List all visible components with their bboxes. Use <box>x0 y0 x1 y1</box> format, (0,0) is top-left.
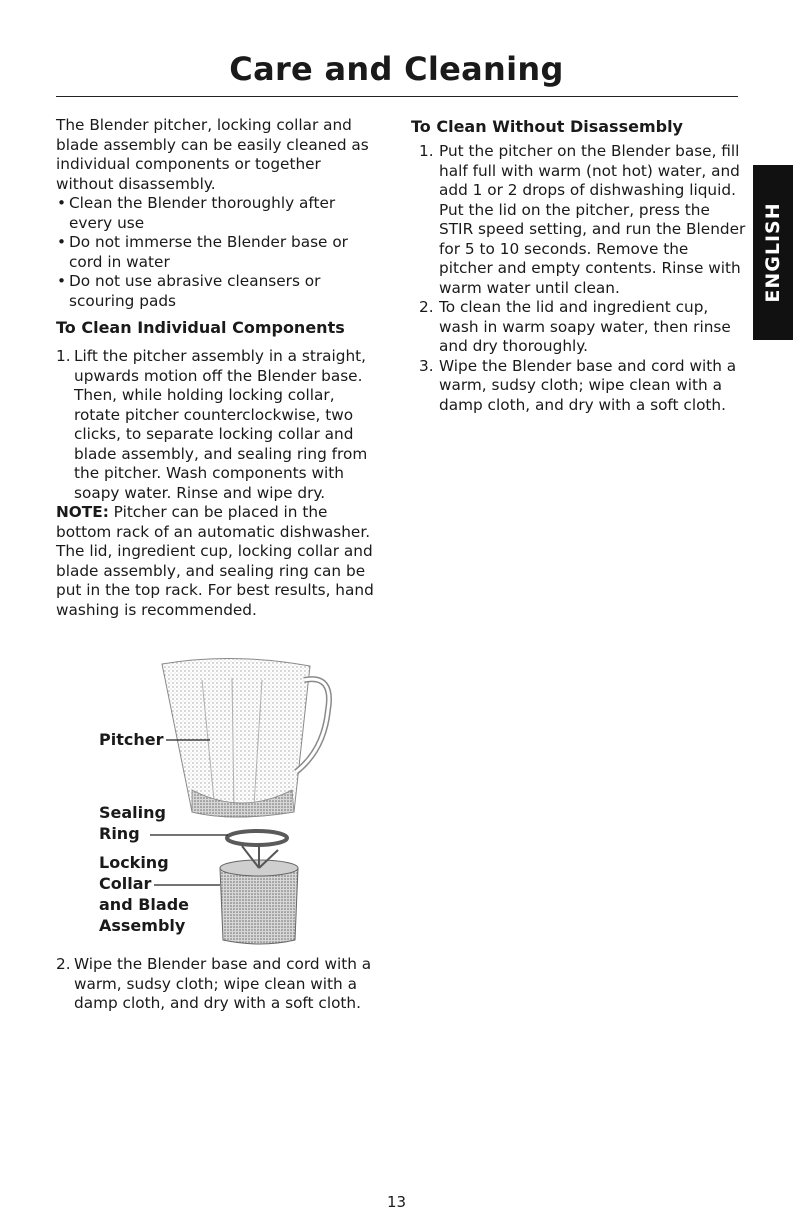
bullet-item: • Do not immerse the Blender base or cord in water <box>56 233 376 272</box>
individual-steps <box>56 347 376 503</box>
language-tab <box>753 165 793 340</box>
bullet-item: • Clean the Blender thoroughly after every use <box>56 194 376 233</box>
step-number: 1. <box>419 142 434 160</box>
note-paragraph <box>56 503 376 620</box>
label-and-blade: and Blade <box>99 895 189 914</box>
note-text: Pitcher can be placed in the bottom rack of an automatic dishwasher. The lid, ingredient cup, locking collar and blade assembly, and sealing ring can be put in the top rack. For best results, hand washing is recommended. <box>56 503 374 619</box>
individual-step-2 <box>56 955 386 1014</box>
step-text: Wipe the Blender base and cord with a warm, sudsy cloth; wipe clean with a damp cloth, and dry with a soft cloth. <box>439 356 737 414</box>
section-heading-individual: To Clean Individual Components <box>56 318 345 337</box>
bullet-item: • Do not use abrasive cleansers or scouring pads <box>56 272 376 311</box>
step-item <box>411 142 746 298</box>
intro-paragraph: The Blender pitcher, locking collar and blade assembly can be easily cleaned as individual components or together without disassembly. <box>56 116 369 193</box>
language-tab-label: ENGLISH <box>762 202 784 303</box>
section-heading-without-disassembly: To Clean Without Disassembly <box>411 117 683 136</box>
step-text: To clean the lid and ingredient cup, wash in warm soapy water, then rinse and dry thoroughly. <box>439 298 731 355</box>
step-item <box>411 298 746 357</box>
step-item <box>411 357 746 416</box>
step-number: 2. <box>419 298 434 316</box>
label-assembly: Assembly <box>99 916 186 935</box>
step-text: Lift the pitcher assembly in a straight, upwards motion off the Blender base. Then, while holding locking collar, rotate pitcher counterclockwise, two clicks, to separate locking collar and blade assembly, and sealing ring from the pitcher. Wash components with soapy water. Rinse and wipe dry. <box>74 347 368 502</box>
note-label: NOTE: <box>56 503 109 521</box>
blender-parts-diagram <box>92 650 392 950</box>
title-divider <box>56 96 738 97</box>
step-number: 2. <box>56 955 71 973</box>
label-ring: Ring <box>99 824 140 843</box>
label-locking: Locking <box>99 853 169 872</box>
step-number: 3. <box>419 356 434 375</box>
left-column <box>56 116 376 620</box>
label-sealing: Sealing <box>99 803 166 822</box>
step-number: 1. <box>56 347 71 365</box>
individual-steps-continued <box>56 955 386 1014</box>
step-text: Wipe the Blender base and cord with a warm, sudsy cloth; wipe clean with a damp cloth, and dry with a soft cloth. <box>74 955 372 1012</box>
step-text: Put the pitcher on the Blender base, fill half full with warm (not hot) water, and add 1 or 2 drops of dishwashing liquid. Put the lid on the pitcher, press the STIR speed setting, and run the Blender for 5 to 10 seconds. Remove the pitcher and empty contents. Rinse with warm water until clean. <box>439 142 746 297</box>
care-bullet-list <box>56 194 376 311</box>
without-disassembly-steps <box>411 142 746 415</box>
label-pitcher: Pitcher <box>99 730 164 749</box>
page-number: 13 <box>386 1193 407 1211</box>
step-item <box>56 955 386 1014</box>
label-collar: Collar <box>99 874 152 893</box>
step-item <box>56 347 376 503</box>
right-column <box>411 116 746 415</box>
page-title: Care and Cleaning <box>229 50 564 88</box>
